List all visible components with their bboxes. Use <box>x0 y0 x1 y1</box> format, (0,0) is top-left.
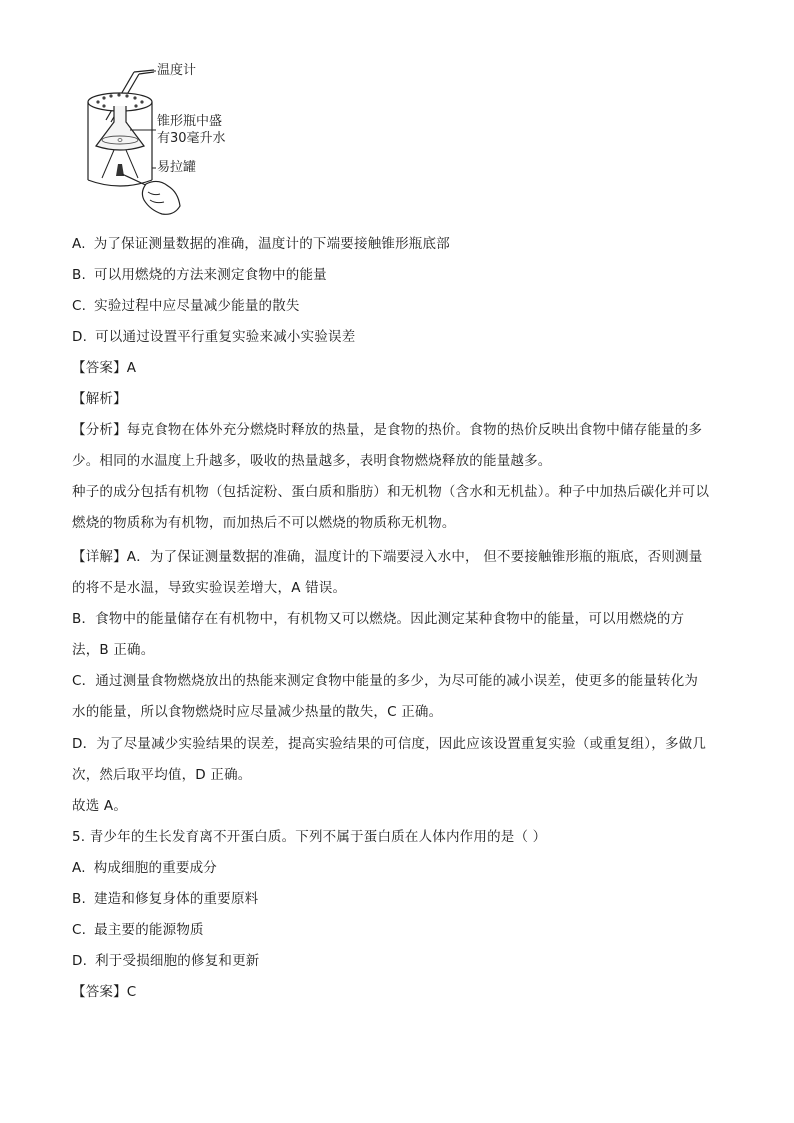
analysis-line: 次，然后取平均值，D 正确。 <box>72 767 252 783</box>
can-label: 易拉罐 <box>157 160 197 175</box>
q5-option-b <box>72 889 258 909</box>
option-text: 实验过程中应尽量减少能量的散失 <box>94 298 300 314</box>
analysis-line: 故选 A。 <box>72 798 128 814</box>
q4-option-b <box>72 265 327 285</box>
flask-label-line2: 有30毫升水 <box>157 131 226 146</box>
option-text: 可以通过设置平行重复实验来减小实验误差 <box>95 329 356 345</box>
analysis-line: 法，B 正确。 <box>72 642 155 658</box>
option-letter: C. <box>72 922 87 938</box>
option-letter: B. <box>72 891 86 907</box>
analysis-line: 的将不是水温，导致实验误差增大，A 错误。 <box>72 580 347 596</box>
option-text: 可以用燃烧的方法来测定食物中的能量 <box>93 267 327 283</box>
q4-option-c <box>72 296 300 316</box>
q5-option-c <box>72 920 204 940</box>
q5-option-d <box>72 951 260 971</box>
q4-option-d <box>72 327 355 347</box>
q5-answer: 【答案】C <box>72 984 137 1000</box>
analysis-line: 【分析】每克食物在体外充分燃烧时释放的热量，是食物的热价。食物的热价反映出食物中储存能量的多 <box>72 422 703 438</box>
option-text: 建造和修复身体的重要原料 <box>93 891 259 907</box>
option-text: 利于受损细胞的修复和更新 <box>95 953 260 969</box>
analysis-line: D．为了尽量减少实验结果的误差，提高实验结果的可信度，因此应该设置重复实验（或重复组），多做几 <box>72 736 707 752</box>
option-text: 构成细胞的重要成分 <box>93 860 218 876</box>
option-letter: C. <box>72 298 87 314</box>
q5-stem: 5. 青少年的生长发育离不开蛋白质。下列不属于蛋白质在人体内作用的是（ ） <box>72 829 547 845</box>
analysis-line: 水的能量，所以食物燃烧时应尽量减少热量的散失，C 正确。 <box>72 704 443 720</box>
option-text: 最主要的能源物质 <box>94 922 204 938</box>
q4-answer: 【答案】A <box>72 360 137 376</box>
analysis-line: 少。相同的水温度上升越多，吸收的热量越多，表明食物燃烧释放的能量越多。 <box>72 453 552 469</box>
analysis-line: 燃烧的物质称为有机物，而加热后不可以燃烧的物质称无机物。 <box>72 515 456 531</box>
option-letter: A. <box>72 860 86 876</box>
q5-option-a <box>72 858 217 878</box>
flask-label-line1: 锥形瓶中盛 <box>157 114 223 129</box>
option-text: 为了保证测量数据的准确，温度计的下端要接触锥形瓶底部 <box>93 236 450 252</box>
thermometer-label: 温度计 <box>157 63 197 78</box>
analysis-line: B．食物中的能量储存在有机物中，有机物又可以燃烧。因此测定某种食物中的能量，可以用燃烧的方 <box>72 611 685 627</box>
q4-analysis-header: 【解析】 <box>72 391 127 407</box>
option-letter: D. <box>72 953 88 969</box>
analysis-line: C．通过测量食物燃烧放出的热能来测定食物中能量的多少，为尽可能的减小误差，使更多的能量转化为 <box>72 673 699 689</box>
analysis-line: 种子的成分包括有机物（包括淀粉、蛋白质和脂肪）和无机物（含水和无机盐）。种子中加热后碳化并可以 <box>72 484 710 500</box>
option-letter: B. <box>72 267 86 283</box>
analysis-line: 【详解】A．为了保证测量数据的准确，温度计的下端要浸入水中， 但不要接触锥形瓶的瓶底，否则测量 <box>72 549 703 565</box>
option-letter: A. <box>72 236 86 252</box>
q4-option-a <box>72 234 450 254</box>
experiment-figure <box>80 60 230 230</box>
option-letter: D. <box>72 329 88 345</box>
